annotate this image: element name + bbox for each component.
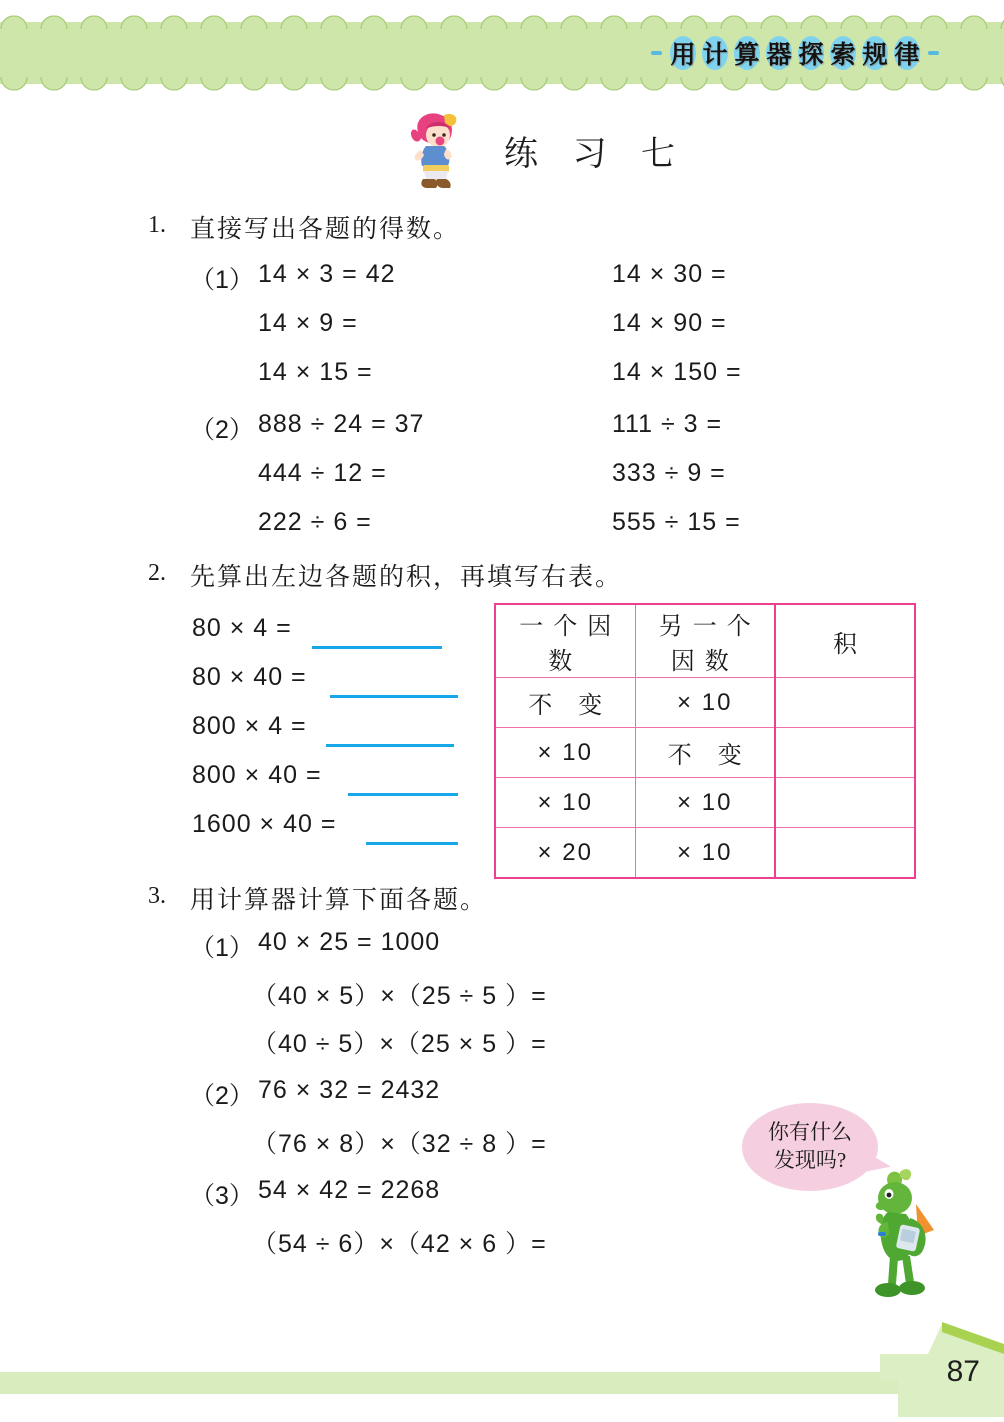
equation: 14 × 90 = bbox=[612, 309, 727, 337]
title-dash-left-icon bbox=[651, 51, 662, 55]
page-title: 练 习 七 bbox=[504, 135, 688, 173]
exercise-1-group-2-label: （2） bbox=[190, 416, 254, 444]
hint-line-1: 你有什么 bbox=[768, 1120, 852, 1145]
equation: （40 × 5）×（25 ÷ 5 ）= bbox=[252, 982, 547, 1010]
equation: 14 × 150 = bbox=[612, 358, 742, 386]
equation: 76 × 32 = 2432 bbox=[258, 1076, 441, 1104]
title-dash-right-icon bbox=[928, 51, 939, 55]
exercise-3-group-1-label: （1） bbox=[190, 934, 254, 962]
answer-line[interactable] bbox=[366, 842, 458, 845]
exercise-1-number: 1. bbox=[148, 212, 166, 238]
chapter-title-char: 器 bbox=[765, 36, 793, 70]
table-cell-factor-b: × 10 bbox=[635, 778, 775, 828]
answer-line[interactable] bbox=[348, 793, 458, 796]
table-row bbox=[495, 828, 915, 879]
table-cell-factor-b: × 10 bbox=[635, 828, 775, 879]
exercise-3-prompt: 用计算器计算下面各题。 bbox=[190, 887, 488, 914]
equation: 888 ÷ 24 = 37 bbox=[258, 410, 425, 438]
table-row bbox=[495, 778, 915, 828]
table-cell-factor-a: × 10 bbox=[495, 728, 635, 778]
table-cell-factor-b: 不 变 bbox=[635, 728, 775, 778]
chapter-title-char: 计 bbox=[701, 36, 729, 70]
table-header-cell: 积 bbox=[775, 604, 915, 678]
equation: 333 ÷ 9 = bbox=[612, 459, 726, 487]
equation: 14 × 15 = bbox=[258, 358, 373, 386]
equation: 14 × 30 = bbox=[612, 260, 727, 288]
exercise-1-group-1-label: （1） bbox=[190, 266, 254, 294]
girl-mascot-icon bbox=[404, 110, 472, 190]
banner-scallop-top-outline bbox=[0, 13, 1004, 29]
chapter-title-char: 探 bbox=[797, 36, 825, 70]
table-cell-product[interactable] bbox=[775, 778, 915, 828]
table-row bbox=[495, 728, 915, 778]
table-header-cell: 一个因数 bbox=[495, 604, 635, 678]
chapter-title-char: 算 bbox=[733, 36, 761, 70]
chapter-title-char: 律 bbox=[893, 36, 921, 70]
answer-line[interactable] bbox=[326, 744, 454, 747]
table-cell-product[interactable] bbox=[775, 828, 915, 879]
table-row bbox=[495, 678, 915, 728]
factors-table bbox=[494, 603, 916, 879]
banner-scallop-bottom-outline bbox=[0, 77, 1004, 93]
equation: 1600 × 40 = bbox=[192, 810, 337, 838]
table-header-row bbox=[495, 604, 915, 678]
equation: 54 × 42 = 2268 bbox=[258, 1176, 441, 1204]
exercise-2-number: 2. bbox=[148, 560, 166, 586]
dino-mascot-icon bbox=[858, 1160, 950, 1310]
table-header-cell: 另一个因数 bbox=[635, 604, 775, 678]
equation: 40 × 25 = 1000 bbox=[258, 928, 441, 956]
equation: 14 × 3 = 42 bbox=[258, 260, 396, 288]
equation: 14 × 9 = bbox=[258, 309, 358, 337]
table-cell-factor-a: 不 变 bbox=[495, 678, 635, 728]
chapter-title bbox=[648, 36, 942, 70]
answer-line[interactable] bbox=[312, 646, 442, 649]
equation: （76 × 8）×（32 ÷ 8 ）= bbox=[252, 1130, 547, 1158]
equation: 80 × 40 = bbox=[192, 663, 307, 691]
table-cell-product[interactable] bbox=[775, 678, 915, 728]
equation: 444 ÷ 12 = bbox=[258, 459, 387, 487]
exercise-2-prompt: 先算出左边各题的积，再填写右表。 bbox=[190, 564, 623, 591]
chapter-title-char: 索 bbox=[829, 36, 857, 70]
table-cell-product[interactable] bbox=[775, 728, 915, 778]
chapter-title-char: 规 bbox=[861, 36, 889, 70]
page-number: 87 bbox=[946, 1355, 980, 1388]
table-cell-factor-a: × 20 bbox=[495, 828, 635, 879]
chapter-title-char: 用 bbox=[669, 36, 697, 70]
equation: 555 ÷ 15 = bbox=[612, 508, 741, 536]
equation: 800 × 40 = bbox=[192, 761, 322, 789]
table-cell-factor-b: × 10 bbox=[635, 678, 775, 728]
equation: （40 ÷ 5）×（25 × 5 ）= bbox=[252, 1030, 547, 1058]
footer-bar bbox=[0, 1372, 1004, 1394]
exercise-3-group-2-label: （2） bbox=[190, 1082, 254, 1110]
equation: 80 × 4 = bbox=[192, 614, 292, 642]
equation: 800 × 4 = bbox=[192, 712, 307, 740]
equation: 111 ÷ 3 = bbox=[612, 410, 723, 438]
equation: （54 ÷ 6）×（42 × 6 ）= bbox=[252, 1230, 547, 1258]
answer-line[interactable] bbox=[330, 695, 458, 698]
lesson-title-row bbox=[404, 110, 688, 190]
equation: 222 ÷ 6 = bbox=[258, 508, 372, 536]
table-cell-factor-a: × 10 bbox=[495, 778, 635, 828]
hint-line-2: 发现吗? bbox=[773, 1148, 847, 1172]
exercise-3-number: 3. bbox=[148, 883, 166, 909]
exercise-3-group-3-label: （3） bbox=[190, 1182, 254, 1210]
page-corner-decoration bbox=[880, 1318, 1004, 1417]
exercise-1-prompt: 直接写出各题的得数。 bbox=[190, 216, 461, 243]
